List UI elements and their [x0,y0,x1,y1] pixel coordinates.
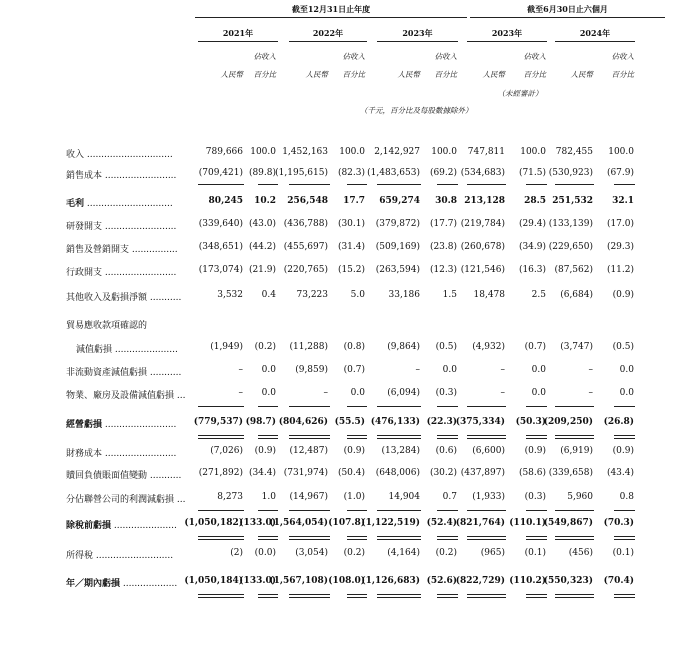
table-cell: (209,250) [543,417,593,427]
col-header-pct-line2: 百分比 [523,70,546,79]
table-cell: (21.9) [248,265,276,275]
table-cell: (1,483,653) [367,168,420,178]
table-cell: (375,334) [455,417,505,427]
table-cell: (30.2) [429,468,457,478]
table-cell: (43.4) [606,468,634,478]
single-rule [347,184,367,185]
group-header-full-year: 截至12月31日止年度 [291,4,371,14]
table-cell: (1,933) [472,492,505,502]
table-cell: 3,532 [217,290,243,300]
row-label: 財務成本 ......................... [66,449,177,459]
col-header-rmb: 人民幣 [482,70,505,79]
table-cell: (17.0) [606,219,634,229]
table-cell: (550,323) [543,576,593,586]
double-rule [614,536,635,540]
table-cell: (530,923) [548,168,593,178]
single-rule [347,510,367,511]
double-rule [347,594,367,598]
table-cell: (0.5) [435,342,457,352]
table-cell: 1.0 [261,492,276,502]
table-cell: 14,904 [388,492,420,502]
table-cell: (133.0) [239,518,276,528]
table-cell: (71.5) [518,168,546,178]
table-cell: – [238,365,243,375]
single-rule [437,406,458,407]
table-cell: (69.2) [429,168,457,178]
table-cell: (0.2) [435,548,457,558]
table-cell: (50.3) [515,417,546,427]
table-cell: 18,478 [473,290,505,300]
table-cell: 32.1 [612,196,634,206]
table-cell: (70.4) [603,576,634,586]
col-header-pct-line2: 百分比 [434,70,457,79]
table-cell: 100.0 [520,147,546,157]
double-rule [555,594,594,598]
table-cell: (3,747) [560,342,593,352]
row-label: 銷售及營銷開支 ................ [66,245,178,255]
col-header-rmb: 人民幣 [305,70,328,79]
table-cell: 10.2 [254,196,276,206]
table-cell: (339,640) [198,219,243,229]
single-rule [614,510,635,511]
table-cell: (15.2) [337,265,365,275]
table-cell: 659,274 [379,196,420,206]
double-rule [437,536,458,540]
table-cell: 0.0 [619,388,634,398]
unit-note: （千元，百分比及每股數據除外） [360,106,473,115]
table-cell: (12,487) [289,446,328,456]
leader-dots: ......................... [102,171,177,181]
table-cell: 0.0 [350,388,365,398]
double-rule [526,435,547,439]
single-rule [467,510,506,511]
row-label: 經營虧損 ......................... [66,420,177,430]
table-cell: (82.3) [337,168,365,178]
single-rule [526,510,547,511]
row-label: 貿易應收款項確認的 [66,321,148,331]
double-rule [198,435,244,439]
table-cell: (437,897) [460,468,505,478]
table-cell: (6,684) [560,290,593,300]
single-rule [198,510,244,511]
table-cell: (0.2) [254,342,276,352]
row-label: 物業、廠房及設備減值虧損 ... [66,391,186,401]
table-cell: 747,811 [467,147,505,157]
double-rule [198,594,244,598]
double-rule [614,594,635,598]
single-rule [614,406,635,407]
row-label: 除稅前虧損 ...................... [66,521,177,531]
table-cell: – [588,365,593,375]
double-rule [467,536,506,540]
double-rule [526,594,547,598]
table-cell: 73,223 [296,290,328,300]
table-cell: (271,892) [198,468,243,478]
table-cell: (34.4) [248,468,276,478]
table-cell: (456) [568,548,593,558]
row-label: 所得稅 ........................... [66,551,174,561]
table-cell: (23.8) [429,242,457,252]
table-cell: (12.3) [429,265,457,275]
double-rule [377,536,421,540]
table-cell: (0.9) [524,446,546,456]
table-cell: (52.6) [426,576,457,586]
row-label: 銷售成本 ......................... [66,171,177,181]
table-cell: (7,026) [210,446,243,456]
table-cell: (9,864) [387,342,420,352]
row-label: 研發開支 ......................... [66,222,177,232]
double-rule [377,435,421,439]
col-header-rmb: 人民幣 [570,70,593,79]
leader-dots: ........... [147,293,182,303]
double-rule [467,594,506,598]
table-cell: – [500,365,505,375]
table-cell: (1,564,054) [269,518,328,528]
table-cell: 0.0 [531,388,546,398]
table-cell: 0.0 [531,365,546,375]
leader-dots: ........... [147,471,182,481]
table-cell: (229,650) [548,242,593,252]
double-rule [289,435,330,439]
double-rule [347,435,367,439]
table-cell: (648,006) [375,468,420,478]
double-rule [258,435,278,439]
table-cell: (4,932) [472,342,505,352]
row-label: 贖回負債賬面值變動 ........... [66,471,182,481]
table-cell: 0.8 [619,492,634,502]
double-rule [437,435,458,439]
table-cell: (133.0) [239,576,276,586]
table-cell: (549,867) [543,518,593,528]
table-cell: (509,169) [375,242,420,252]
table-cell: – [323,388,328,398]
table-cell: – [238,388,243,398]
table-cell: (219,784) [460,219,505,229]
table-cell: (263,594) [375,265,420,275]
group-header-half-year: 截至6月30日止六個月 [527,4,608,14]
leader-dots: ...................... [112,345,178,355]
col-header-rmb: 人民幣 [397,70,420,79]
col-header-rmb: 人民幣 [220,70,243,79]
table-cell: 789,666 [205,147,243,157]
leader-dots: ... [174,391,186,401]
table-cell: – [500,388,505,398]
table-cell: (67.9) [606,168,634,178]
year-header: 2023年 [402,28,433,38]
single-rule [258,184,278,185]
table-cell: (133,139) [548,219,593,229]
table-cell: (709,421) [198,168,243,178]
table-cell: (0.1) [612,548,634,558]
leader-dots: .............................. [84,199,173,209]
table-cell: (30.1) [337,219,365,229]
leader-dots: .............................. [84,150,173,160]
single-rule [614,184,635,185]
table-cell: (52.4) [426,518,457,528]
table-cell: (1,050,184) [184,576,243,586]
row-label: 分佔聯營公司的利潤減虧損 ... [66,495,186,505]
double-rule [555,435,594,439]
row-label: 收入 .............................. [66,150,173,160]
table-cell: (0.7) [343,365,365,375]
table-cell: 0.7 [442,492,457,502]
table-cell: (87,562) [554,265,593,275]
table-cell: (107.8) [328,518,365,528]
table-cell: 213,128 [464,196,505,206]
single-rule [289,406,330,407]
leader-dots: ......................... [102,268,177,278]
row-label: 行政開支 ......................... [66,268,177,278]
table-cell: (348,651) [198,242,243,252]
table-cell: (11,288) [289,342,328,352]
table-cell: (14,967) [289,492,328,502]
table-cell: (0.9) [612,446,634,456]
table-cell: (0.3) [435,388,457,398]
col-header-pct-line1: 佔收入 [611,52,634,61]
table-cell: (436,788) [283,219,328,229]
table-cell: (0.0) [254,548,276,558]
table-cell: (379,872) [375,219,420,229]
table-cell: (1,126,683) [361,576,420,586]
table-cell: (9,859) [295,365,328,375]
table-cell: 100.0 [250,147,276,157]
col-header-pct-line2: 百分比 [611,70,634,79]
double-rule [289,594,330,598]
year-header: 2023年 [491,28,523,38]
table-cell: (11.2) [606,265,634,275]
table-cell: (6,094) [387,388,420,398]
table-cell: (1,567,108) [269,576,328,586]
table-cell: (44.2) [248,242,276,252]
table-cell: (6,600) [472,446,505,456]
table-cell: 0.4 [261,290,276,300]
table-cell: (110.2) [509,576,546,586]
double-rule [258,594,278,598]
table-cell: 80,245 [208,196,243,206]
leader-dots: ......................... [102,222,177,232]
table-cell: (34.9) [518,242,546,252]
table-cell: (0.3) [524,492,546,502]
col-header-pct-line2: 百分比 [342,70,365,79]
table-cell: (534,683) [460,168,505,178]
year-header: 2024年 [579,28,611,38]
table-cell: – [415,365,420,375]
table-cell: (0.5) [612,342,634,352]
table-cell: 0.0 [442,365,457,375]
row-label: 其他收入及虧損淨額 ........... [66,293,182,303]
single-rule [289,184,330,185]
table-cell: (476,133) [370,417,420,427]
double-rule [555,536,594,540]
table-cell: (43.0) [248,219,276,229]
single-rule [289,510,330,511]
leader-dots: ......................... [102,420,177,430]
single-rule [555,406,594,407]
table-cell: (26.8) [603,417,634,427]
table-cell: (89.8) [248,168,276,178]
table-cell: 2.5 [531,290,546,300]
leader-dots: ......................... [102,449,177,459]
single-rule [198,406,244,407]
table-cell: (0.2) [343,548,365,558]
table-cell: (173,074) [198,265,243,275]
table-cell: (50.4) [337,468,365,478]
col-header-pct-line1: 佔收入 [523,52,546,61]
table-cell: 256,548 [287,196,328,206]
single-rule [347,406,367,407]
single-rule [555,184,594,185]
single-rule [198,184,244,185]
table-cell: (2) [230,548,243,558]
table-cell: 100.0 [431,147,457,157]
table-cell: 5,960 [567,492,593,502]
single-rule [467,406,506,407]
table-cell: (0.9) [343,446,365,456]
table-cell: (822,729) [455,576,505,586]
double-rule [437,594,458,598]
double-rule [614,435,635,439]
table-cell: 1,452,163 [282,147,328,157]
double-rule [258,536,278,540]
table-cell: (0.9) [254,446,276,456]
table-cell: 5.0 [350,290,365,300]
leader-dots: ................ [129,245,178,255]
table-cell: (821,764) [455,518,505,528]
table-cell: 8,273 [217,492,243,502]
row-label: 毛利 .............................. [66,199,173,209]
single-rule [526,184,547,185]
table-cell: (121,546) [460,265,505,275]
row-label: 非流動資產減值虧損 ........... [66,368,182,378]
table-cell: (804,626) [278,417,328,427]
table-cell: 100.0 [608,147,634,157]
leader-dots: ...................... [111,521,177,531]
table-cell: 28.5 [524,196,546,206]
leader-dots: ................... [120,579,178,589]
single-rule [526,406,547,407]
unaudited-note: （未經審計） [497,89,543,98]
table-cell: (220,765) [283,265,328,275]
leader-dots: ........................... [93,551,174,561]
table-cell: 2,142,927 [374,147,420,157]
double-rule [198,536,244,540]
table-cell: (29.4) [518,219,546,229]
table-cell: 0.0 [261,388,276,398]
single-rule [377,406,421,407]
table-cell: (260,678) [460,242,505,252]
leader-dots: ........... [147,368,182,378]
row-label: 減值虧損 ...................... [76,345,178,355]
table-cell: (0.9) [612,290,634,300]
single-rule [437,510,458,511]
table-cell: (110.1) [509,518,546,528]
col-header-pct-line1: 佔收入 [253,52,276,61]
table-cell: (13,284) [381,446,420,456]
single-rule [377,510,421,511]
table-cell: (1,949) [210,342,243,352]
table-cell: 1.5 [442,290,457,300]
single-rule [258,510,278,511]
table-cell: (31.4) [337,242,365,252]
single-rule [258,406,278,407]
table-cell: (0.8) [343,342,365,352]
year-header: 2022年 [312,28,344,38]
single-rule [437,184,458,185]
table-cell: (17.7) [429,219,457,229]
table-cell: (16.3) [518,265,546,275]
double-rule [289,536,330,540]
table-cell: (58.6) [518,468,546,478]
col-header-pct-line1: 佔收入 [434,52,457,61]
table-cell: 30.8 [435,196,457,206]
table-cell: (4,164) [387,548,420,558]
table-cell: (55.5) [334,417,365,427]
double-rule [377,594,421,598]
year-header: 2021年 [222,28,254,38]
table-cell: (1.0) [343,492,365,502]
double-rule [526,536,547,540]
table-cell: (0.1) [524,548,546,558]
table-cell: (98.7) [245,417,276,427]
table-cell: (6,919) [560,446,593,456]
table-cell: (0.6) [435,446,457,456]
table-cell: (0.7) [524,342,546,352]
double-rule [467,435,506,439]
single-rule [467,184,506,185]
table-cell: 100.0 [339,147,365,157]
table-cell: (108.0) [328,576,365,586]
table-cell: (22.3) [426,417,457,427]
single-rule [555,510,594,511]
table-cell: 0.0 [619,365,634,375]
table-cell: (339,658) [548,468,593,478]
row-label: 年／期內虧損 ................... [66,579,178,589]
table-cell: (29.3) [606,242,634,252]
table-cell: 251,532 [552,196,593,206]
double-rule [347,536,367,540]
table-cell: (731,974) [283,468,328,478]
table-cell: 17.7 [343,196,365,206]
table-cell: (3,054) [295,548,328,558]
table-cell: (1,195,615) [275,168,328,178]
table-cell: 782,455 [555,147,593,157]
table-cell: 0.0 [261,365,276,375]
single-rule [377,184,421,185]
table-cell: (455,697) [283,242,328,252]
table-cell: (70.3) [603,518,634,528]
col-header-pct-line2: 百分比 [253,70,276,79]
leader-dots: ... [174,495,186,505]
table-cell: (779,537) [193,417,243,427]
table-cell: – [588,388,593,398]
table-cell: (1,050,182) [184,518,243,528]
col-header-pct-line1: 佔收入 [342,52,365,61]
table-cell: (965) [480,548,505,558]
table-cell: (1,122,519) [361,518,420,528]
table-cell: 33,186 [388,290,420,300]
